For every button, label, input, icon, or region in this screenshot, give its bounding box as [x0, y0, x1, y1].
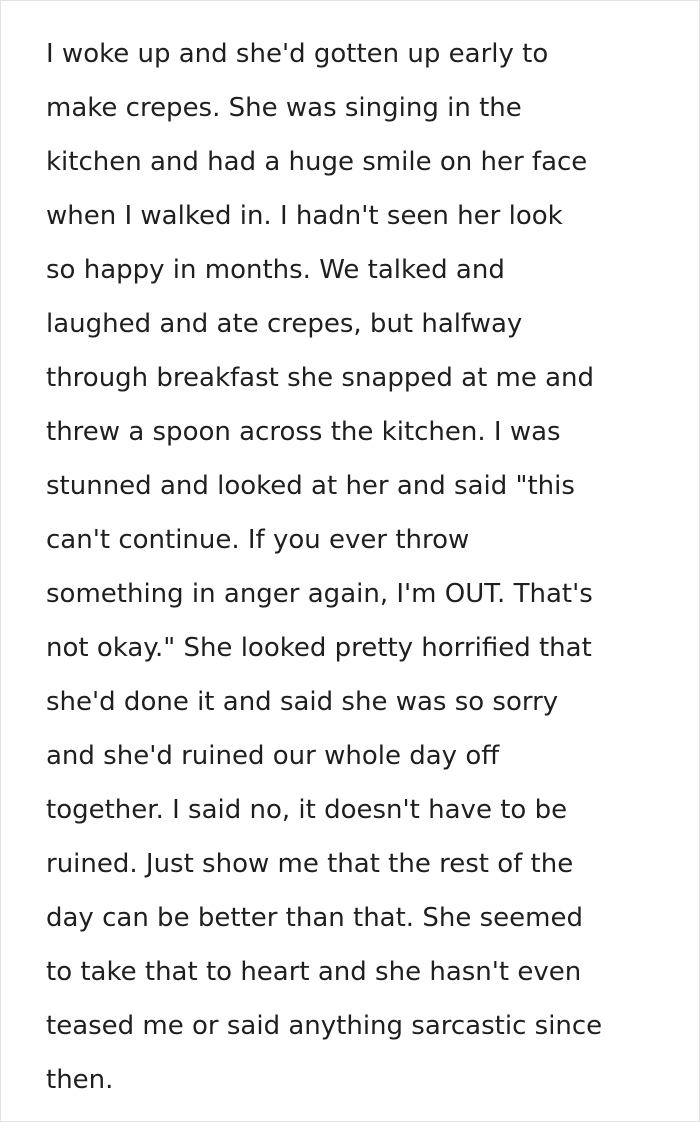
- story-line: so happy in months. We talked and: [46, 255, 505, 285]
- story-line: ruined. Just show me that the rest of the: [46, 849, 574, 879]
- story-line: when I walked in. I hadn't seen her look: [46, 201, 563, 231]
- story-line: something in anger again, I'm OUT. That's: [46, 579, 593, 609]
- story-line: and she'd ruined our whole day off: [46, 741, 500, 771]
- story-line: not okay." She looked pretty horrified that: [46, 633, 592, 663]
- story-line: together. I said no, it doesn't have to be: [46, 795, 568, 825]
- story-text: [46, 27, 686, 1107]
- story-line: can't continue. If you ever throw: [46, 525, 470, 555]
- story-line: stunned and looked at her and said "this: [46, 471, 575, 501]
- story-line: teased me or said anything sarcastic since: [46, 1011, 603, 1041]
- story-line: threw a spoon across the kitchen. I was: [46, 417, 561, 447]
- story-line: laughed and ate crepes, but halfway: [46, 309, 523, 339]
- story-line: make crepes. She was singing in the: [46, 93, 522, 123]
- story-line: day can be better than that. She seemed: [46, 903, 583, 933]
- story-line: she'd done it and said she was so sorry: [46, 687, 559, 717]
- story-line: I woke up and she'd gotten up early to: [46, 39, 549, 69]
- story-line: to take that to heart and she hasn't even: [46, 957, 582, 987]
- story-line: through breakfast she snapped at me and: [46, 363, 595, 393]
- story-line: kitchen and had a huge smile on her face: [46, 147, 588, 177]
- story-line: then.: [46, 1065, 114, 1095]
